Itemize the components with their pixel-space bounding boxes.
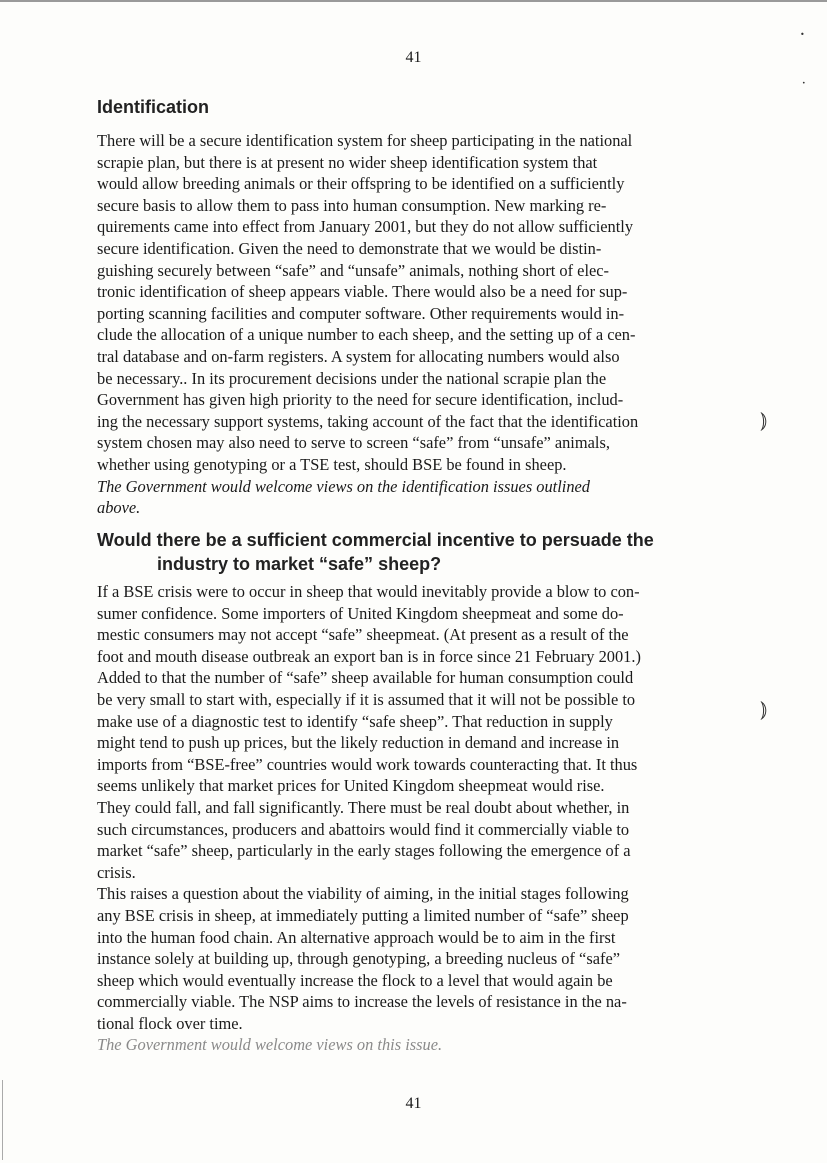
binder-hole-mark-icon: ⦆ bbox=[760, 408, 768, 433]
section-heading-identification: Identification bbox=[97, 97, 209, 117]
scan-speck-icon: • bbox=[802, 80, 806, 87]
body-line: any BSE crisis in sheep, at immediately putting a limited number of “safe” sheep bbox=[97, 905, 629, 925]
body-line: be very small to start with, especially if it is assumed that it will not be possible to bbox=[97, 689, 636, 709]
body-line: quirements came into effect from January 2001, but they do not allow sufficiently bbox=[97, 217, 634, 237]
body-line: whether using genotyping or a TSE test, should BSE be found in sheep. bbox=[97, 454, 567, 474]
heading-line: industry to market “safe” sheep? bbox=[157, 554, 442, 574]
identification-paragraph bbox=[97, 130, 727, 519]
body-line: foot and mouth disease outbreak an export ban is in force since 21 February 2001.) bbox=[97, 646, 641, 666]
consultation-request-line: The Government would welcome views on the identification issues outlined bbox=[97, 476, 591, 496]
body-line: sumer confidence. Some importers of United Kingdom sheepmeat and some do- bbox=[97, 603, 624, 623]
body-line: They could fall, and fall significantly. There must be real doubt about whether, in bbox=[97, 797, 630, 817]
body-line: guishing securely between “safe” and “unsafe” animals, nothing short of elec- bbox=[97, 260, 610, 280]
body-line: tral database and on-farm registers. A system for allocating numbers would also bbox=[97, 346, 620, 366]
body-line: such circumstances, producers and abattoirs would find it commercially viable to bbox=[97, 819, 630, 839]
body-line: secure identification. Given the need to demonstrate that we would be distin- bbox=[97, 238, 602, 258]
body-line: There will be a secure identification system for sheep participating in the national bbox=[97, 131, 633, 150]
page-number-top: 41 bbox=[405, 49, 422, 66]
body-line: If a BSE crisis were to occur in sheep that would inevitably provide a blow to con- bbox=[97, 582, 640, 601]
body-line: might tend to push up prices, but the likely reduction in demand and increase in bbox=[97, 733, 620, 753]
body-line: secure basis to allow them to pass into human consumption. New marking re- bbox=[97, 195, 607, 215]
body-line: into the human food chain. An alternative approach would be to aim in the first bbox=[97, 927, 616, 947]
binder-hole-mark-icon: ⦆ bbox=[760, 697, 768, 722]
body-line: system chosen may also need to serve to screen “safe” from “unsafe” animals, bbox=[97, 433, 610, 453]
body-line: market “safe” sheep, particularly in the early stages following the emergence of a bbox=[97, 841, 631, 861]
consultation-request-line: The Government would welcome views on this issue. bbox=[97, 1035, 443, 1055]
top-scan-edge bbox=[0, 0, 827, 2]
commercial-incentive-paragraph bbox=[97, 581, 727, 1056]
body-line: instance solely at building up, through genotyping, a breeding nucleus of “safe” bbox=[97, 949, 620, 969]
body-line: clude the allocation of a unique number to each sheep, and the setting up of a cen- bbox=[97, 325, 636, 345]
left-scan-edge bbox=[2, 1080, 3, 1160]
body-line: This raises a question about the viability of aiming, in the initial stages following bbox=[97, 884, 629, 904]
body-line: Added to that the number of “safe” sheep available for human consumption could bbox=[97, 668, 634, 688]
body-line: tional flock over time. bbox=[97, 1013, 243, 1033]
body-line: Government has given high priority to the need for secure identification, includ- bbox=[97, 390, 624, 410]
body-line: make use of a diagnostic test to identify “safe sheep”. That reduction in supply bbox=[97, 711, 613, 731]
body-line: be necessary.. In its procurement decisions under the national scrapie plan the bbox=[97, 368, 607, 388]
body-line: crisis. bbox=[97, 862, 136, 882]
body-line: commercially viable. The NSP aims to increase the levels of resistance in the na- bbox=[97, 992, 627, 1012]
body-line: mestic consumers may not accept “safe” sheepmeat. (At present as a result of the bbox=[97, 625, 629, 645]
page-number-bottom: 41 bbox=[405, 1095, 422, 1112]
body-line: tronic identification of sheep appears viable. There would also be a need for sup- bbox=[97, 282, 628, 302]
scan-speck-icon: • bbox=[800, 30, 805, 39]
body-line: seems unlikely that market prices for United Kingdom sheepmeat would rise. bbox=[97, 776, 605, 796]
body-line: ing the necessary support systems, taking account of the fact that the identification bbox=[97, 411, 639, 431]
heading-line: Would there be a sufficient commercial incentive to persuade the bbox=[97, 530, 654, 550]
body-line: scrapie plan, but there is at present no wider sheep identification system that bbox=[97, 152, 598, 172]
body-line: porting scanning facilities and computer software. Other requirements would in- bbox=[97, 303, 625, 323]
body-line: would allow breeding animals or their offspring to be identified on a sufficiently bbox=[97, 174, 625, 194]
body-line: imports from “BSE-free” countries would work towards counteracting that. It thus bbox=[97, 754, 638, 774]
consultation-request-line: above. bbox=[97, 498, 141, 518]
section-heading-commercial-incentive bbox=[97, 528, 717, 576]
body-line: sheep which would eventually increase the flock to a level that would again be bbox=[97, 970, 613, 990]
